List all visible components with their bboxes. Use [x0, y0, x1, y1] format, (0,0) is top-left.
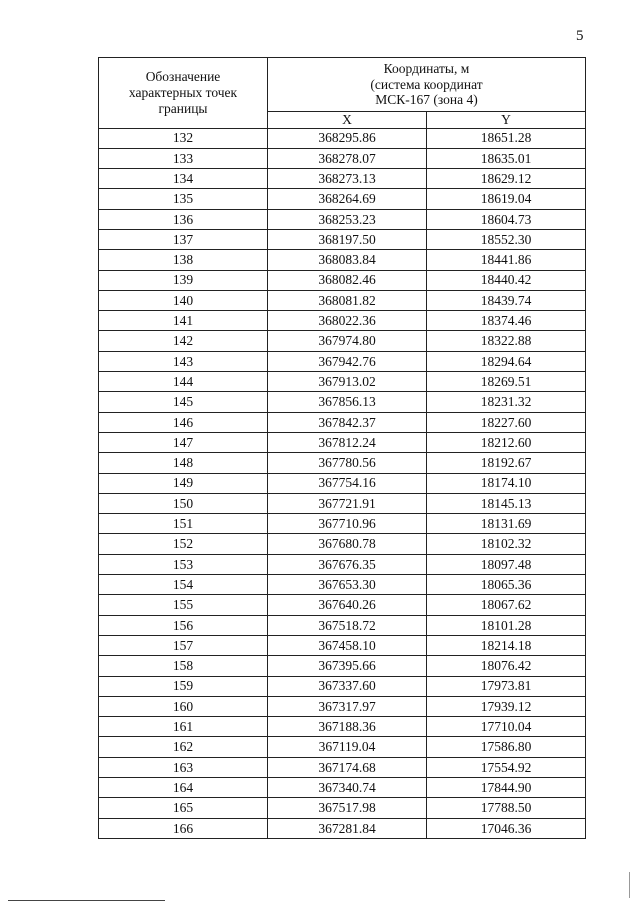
table-row: [99, 412, 586, 432]
y-cell: 17554.92: [427, 757, 586, 777]
x-cell: 368278.07: [268, 148, 427, 168]
table-row: [99, 372, 586, 392]
y-cell: 18294.64: [427, 351, 586, 371]
x-cell: 368081.82: [268, 290, 427, 310]
x-cell: 368022.36: [268, 311, 427, 331]
point-header-line: границы: [158, 100, 208, 116]
x-cell: 367395.66: [268, 656, 427, 676]
point-cell: 147: [99, 432, 268, 452]
table-row: [99, 351, 586, 371]
point-cell: 145: [99, 392, 268, 412]
point-cell: 162: [99, 737, 268, 757]
x-cell: 367913.02: [268, 372, 427, 392]
y-cell: 17844.90: [427, 778, 586, 798]
coord-header-line: (система координат: [370, 76, 483, 92]
y-cell: 18651.28: [427, 128, 586, 148]
table-row: [99, 635, 586, 655]
x-cell: 367812.24: [268, 432, 427, 452]
table-row: [99, 169, 586, 189]
y-cell: 17586.80: [427, 737, 586, 757]
y-cell: 18174.10: [427, 473, 586, 493]
table-row: [99, 453, 586, 473]
point-cell: 153: [99, 554, 268, 574]
table-row: [99, 534, 586, 554]
x-cell: 367676.35: [268, 554, 427, 574]
point-cell: 161: [99, 717, 268, 737]
x-cell: 367518.72: [268, 615, 427, 635]
y-cell: 18101.28: [427, 615, 586, 635]
x-cell: 367640.26: [268, 595, 427, 615]
y-cell: 17788.50: [427, 798, 586, 818]
x-cell: 367974.80: [268, 331, 427, 351]
point-cell: 139: [99, 270, 268, 290]
table-row: [99, 737, 586, 757]
point-cell: 159: [99, 676, 268, 696]
y-cell: 18102.32: [427, 534, 586, 554]
point-cell: 154: [99, 575, 268, 595]
point-cell: 157: [99, 635, 268, 655]
coordinates-header: [268, 58, 586, 112]
point-cell: 152: [99, 534, 268, 554]
x-cell: 367710.96: [268, 514, 427, 534]
coordinates-table: [98, 57, 586, 839]
x-cell: 367942.76: [268, 351, 427, 371]
x-cell: 367174.68: [268, 757, 427, 777]
y-column-header: Y: [427, 112, 586, 129]
y-cell: 18097.48: [427, 554, 586, 574]
table-row: [99, 595, 586, 615]
y-cell: 18629.12: [427, 169, 586, 189]
y-cell: 18227.60: [427, 412, 586, 432]
table-header: [99, 58, 586, 129]
table-row: [99, 514, 586, 534]
y-cell: 18192.67: [427, 453, 586, 473]
x-cell: 367517.98: [268, 798, 427, 818]
table-row: [99, 189, 586, 209]
table-row: [99, 818, 586, 838]
point-cell: 134: [99, 169, 268, 189]
y-cell: 17046.36: [427, 818, 586, 838]
x-cell: 367754.16: [268, 473, 427, 493]
point-cell: 144: [99, 372, 268, 392]
y-cell: 18441.86: [427, 250, 586, 270]
y-cell: 18604.73: [427, 209, 586, 229]
x-cell: 368083.84: [268, 250, 427, 270]
x-cell: 367842.37: [268, 412, 427, 432]
y-cell: 18322.88: [427, 331, 586, 351]
point-header-line: характерных точек: [128, 85, 238, 100]
scan-edge-mark: [629, 872, 630, 898]
table-row: [99, 432, 586, 452]
table-row: [99, 392, 586, 412]
point-cell: 146: [99, 412, 268, 432]
coord-header-line: Координаты, м: [383, 61, 470, 77]
y-cell: 17973.81: [427, 676, 586, 696]
y-cell: 18619.04: [427, 189, 586, 209]
x-cell: 368253.23: [268, 209, 427, 229]
point-cell: 138: [99, 250, 268, 270]
table-row: [99, 473, 586, 493]
x-cell: 368082.46: [268, 270, 427, 290]
y-cell: 18131.69: [427, 514, 586, 534]
y-cell: 18212.60: [427, 432, 586, 452]
x-cell: 367780.56: [268, 453, 427, 473]
table-row: [99, 656, 586, 676]
point-cell: 155: [99, 595, 268, 615]
point-cell: 148: [99, 453, 268, 473]
table-row: [99, 290, 586, 310]
y-cell: 17710.04: [427, 717, 586, 737]
x-cell: 367653.30: [268, 575, 427, 595]
point-cell: 166: [99, 818, 268, 838]
point-cell: 133: [99, 148, 268, 168]
table-row: [99, 148, 586, 168]
table-row: [99, 778, 586, 798]
table-row: [99, 331, 586, 351]
table-row: [99, 575, 586, 595]
x-cell: 368273.13: [268, 169, 427, 189]
footer-rule: [8, 900, 165, 901]
point-cell: 165: [99, 798, 268, 818]
point-header-line: Обозначение: [145, 69, 221, 85]
x-cell: 367119.04: [268, 737, 427, 757]
point-cell: 163: [99, 757, 268, 777]
x-cell: 367337.60: [268, 676, 427, 696]
y-cell: 18374.46: [427, 311, 586, 331]
point-cell: 135: [99, 189, 268, 209]
table-row: [99, 676, 586, 696]
point-cell: 151: [99, 514, 268, 534]
y-cell: 18552.30: [427, 230, 586, 250]
point-cell: 160: [99, 696, 268, 716]
x-cell: 368197.50: [268, 230, 427, 250]
coord-header-line: МСК-167 (зона 4): [375, 92, 478, 108]
y-cell: 17939.12: [427, 696, 586, 716]
y-cell: 18439.74: [427, 290, 586, 310]
x-cell: 367188.36: [268, 717, 427, 737]
table-row: [99, 615, 586, 635]
point-cell: 164: [99, 778, 268, 798]
point-cell: 141: [99, 311, 268, 331]
x-cell: 367458.10: [268, 635, 427, 655]
point-cell: 156: [99, 615, 268, 635]
point-cell: 149: [99, 473, 268, 493]
y-cell: 18440.42: [427, 270, 586, 290]
table-row: [99, 696, 586, 716]
point-cell: 150: [99, 493, 268, 513]
point-cell: 136: [99, 209, 268, 229]
point-cell: 132: [99, 128, 268, 148]
table-row: [99, 798, 586, 818]
x-cell: 367680.78: [268, 534, 427, 554]
x-cell: 368295.86: [268, 128, 427, 148]
y-cell: 18635.01: [427, 148, 586, 168]
point-designation-header: [99, 58, 268, 129]
table-row: [99, 717, 586, 737]
point-cell: 158: [99, 656, 268, 676]
table-row: [99, 128, 586, 148]
y-cell: 18214.18: [427, 635, 586, 655]
x-cell: 367856.13: [268, 392, 427, 412]
table-row: [99, 757, 586, 777]
y-cell: 18076.42: [427, 656, 586, 676]
y-cell: 18269.51: [427, 372, 586, 392]
point-cell: 142: [99, 331, 268, 351]
table-row: [99, 554, 586, 574]
point-cell: 143: [99, 351, 268, 371]
table-row: [99, 493, 586, 513]
point-cell: 137: [99, 230, 268, 250]
page-number: 5: [576, 28, 584, 44]
y-cell: 18231.32: [427, 392, 586, 412]
table-body: [99, 128, 586, 838]
header-row-main: [99, 58, 586, 112]
x-cell: 368264.69: [268, 189, 427, 209]
table-row: [99, 209, 586, 229]
x-cell: 367721.91: [268, 493, 427, 513]
point-cell: 140: [99, 290, 268, 310]
y-cell: 18065.36: [427, 575, 586, 595]
table-row: [99, 270, 586, 290]
y-cell: 18145.13: [427, 493, 586, 513]
table-row: [99, 311, 586, 331]
y-cell: 18067.62: [427, 595, 586, 615]
table-row: [99, 250, 586, 270]
x-cell: 367317.97: [268, 696, 427, 716]
x-cell: 367281.84: [268, 818, 427, 838]
x-column-header: X: [268, 112, 427, 129]
x-cell: 367340.74: [268, 778, 427, 798]
table-row: [99, 230, 586, 250]
